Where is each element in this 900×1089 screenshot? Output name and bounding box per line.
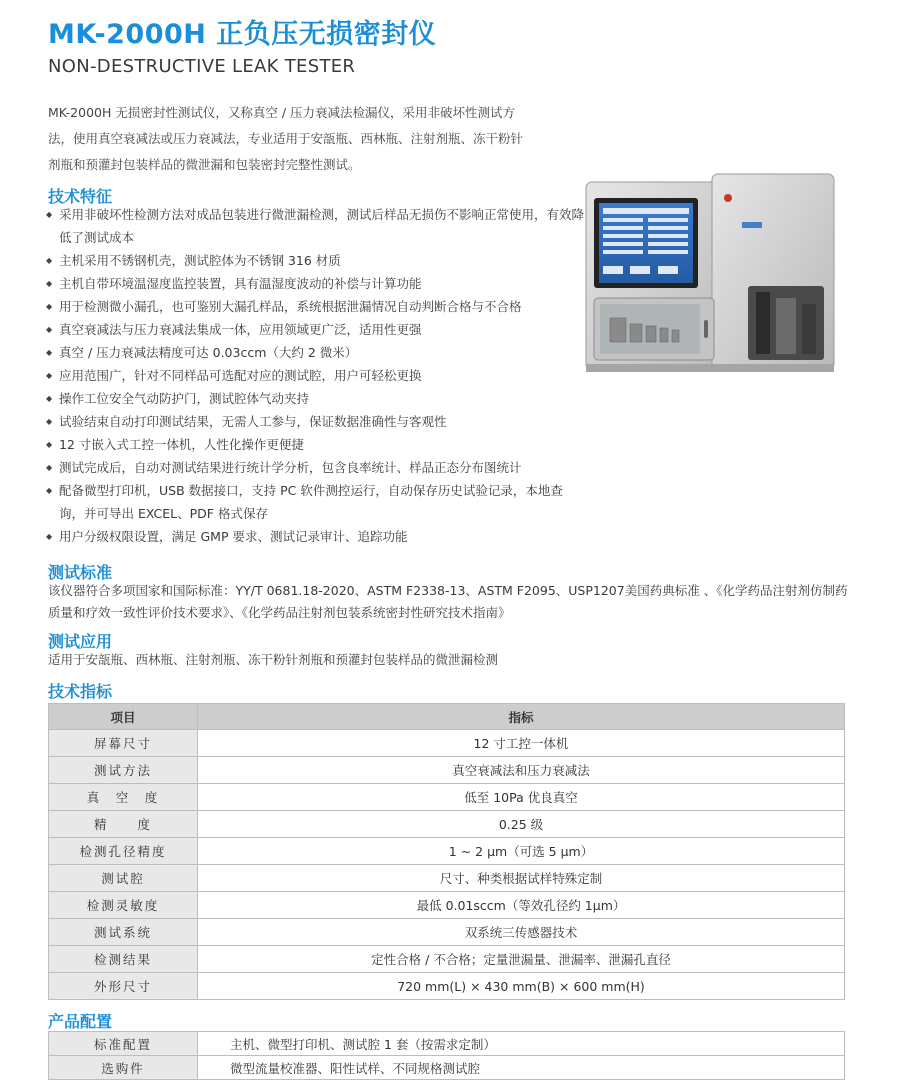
page-subtitle: NON-DESTRUCTIVE LEAK TESTER <box>48 56 356 77</box>
device-badge <box>742 222 762 228</box>
table-row <box>49 811 845 838</box>
feature-item: ◆ 真空 / 压力衰减法精度可达 0.03ccm（大约 2 微米） <box>46 341 586 364</box>
row-label: 真 空 度 <box>49 784 198 811</box>
table-row <box>49 730 845 757</box>
row-value: 双系统三传感器技术 <box>198 919 845 946</box>
leak-tester-device-image <box>580 168 842 380</box>
row-label: 选购件 <box>49 1056 198 1080</box>
row-label: 测试系统 <box>49 919 198 946</box>
feature-item: ◆ 12 寸嵌入式工控一体机，人性化操作更便捷 <box>46 433 586 456</box>
row-value: 最低 0.01sccm（等效孔径约 1μm） <box>198 892 845 919</box>
table-row <box>49 892 845 919</box>
row-value: 720 mm(L) × 430 mm(B) × 600 mm(H) <box>198 973 845 1000</box>
row-value: 微型流量校准器、阳性试样、不同规格测试腔 <box>198 1056 845 1080</box>
emergency-stop-icon <box>724 194 732 202</box>
feature-item: ◆ 用于检测微小漏孔，也可鉴别大漏孔样品，系统根据泄漏情况自动判断合格与不合格 <box>46 295 586 318</box>
device-base <box>586 364 834 372</box>
table-row <box>49 838 845 865</box>
table-row <box>49 973 845 1000</box>
row-value: 低至 10Pa 优良真空 <box>198 784 845 811</box>
feature-item: ◆ 试验结束自动打印测试结果，无需人工参与，保证数据准确性与客观性 <box>46 410 586 433</box>
row-value: 1 ~ 2 μm（可选 5 μm） <box>198 838 845 865</box>
specs-heading: 技术指标 <box>48 682 113 701</box>
table-row <box>49 919 845 946</box>
row-label: 检测孔径精度 <box>49 838 198 865</box>
feature-item: ◆ 主机自带环境温湿度监控装置，具有温湿度波动的补偿与计算功能 <box>46 272 586 295</box>
application-heading: 测试应用 <box>48 632 113 651</box>
row-label: 精 度 <box>49 811 198 838</box>
config-table <box>48 1031 845 1080</box>
feature-item: ◆ 真空衰减法与压力衰减法集成一体，应用领域更广泛，适用性更强 <box>46 318 586 341</box>
features-heading: 技术特征 <box>48 187 113 206</box>
spec-col-value-header: 指标 <box>198 704 845 730</box>
row-label: 屏幕尺寸 <box>49 730 198 757</box>
table-row <box>49 946 845 973</box>
row-label: 外形尺寸 <box>49 973 198 1000</box>
table-row <box>49 1032 845 1056</box>
feature-item: ◆ 用户分级权限设置，满足 GMP 要求、测试记录审计、追踪功能 <box>46 525 586 548</box>
row-label: 测试腔 <box>49 865 198 892</box>
standards-text: 该仪器符合多项国家和国际标准：YY/T 0681.18-2020、ASTM F2338-13、ASTM F2095、USP1207美国药典标准 、《化学药品注射剂仿制药质量和疗效一致性评价技术要求》、《化学药品注射剂包装系统密封性研究技术指南》 <box>48 583 848 620</box>
application-text: 适用于安瓿瓶、西林瓶、注射剂瓶、冻干粉针剂瓶和预灌封包装样品的微泄漏检测 <box>48 652 499 667</box>
row-value: 尺寸、种类根据试样特殊定制 <box>198 865 845 892</box>
table-row <box>49 1056 845 1080</box>
standards-heading: 测试标准 <box>48 563 113 582</box>
row-value: 主机、微型打印机、测试腔 1 套（按需求定制） <box>198 1032 845 1056</box>
feature-item: ◆ 配备微型打印机，USB 数据接口，支持 PC 软件测控运行，自动保存历史试验记录，本地查询，并可导出 EXCEL、PDF 格式保存 <box>46 479 586 525</box>
feature-item: ◆ 操作工位安全气动防护门，测试腔体气动夹持 <box>46 387 586 410</box>
row-label: 测试方法 <box>49 757 198 784</box>
row-value: 定性合格 / 不合格；定量泄漏量、泄漏率、泄漏孔直径 <box>198 946 845 973</box>
table-row <box>49 757 845 784</box>
spec-table <box>48 703 845 1000</box>
spec-col-item-header: 项目 <box>49 704 198 730</box>
row-value: 真空衰减法和压力衰减法 <box>198 757 845 784</box>
row-label: 检测灵敏度 <box>49 892 198 919</box>
intro-paragraph: MK-2000H 无损密封性测试仪，又称真空 / 压力衰减法检漏仪，采用非破坏性测试方法，使用真空衰减法或压力衰减法，专业适用于安瓿瓶、西林瓶、注射剂瓶、冻干粉针剂瓶和预灌封包装样品的微泄漏和包装密封完整性测试。 <box>48 105 524 172</box>
table-row <box>49 865 845 892</box>
device-door-handle <box>704 320 708 338</box>
feature-item: ◆ 主机采用不锈钢机壳，测试腔体为不锈钢 316 材质 <box>46 249 586 272</box>
feature-item: ◆ 测试完成后，自动对测试结果进行统计学分析，包含良率统计、样品正态分布图统计 <box>46 456 586 479</box>
row-label: 标准配置 <box>49 1032 198 1056</box>
config-heading: 产品配置 <box>48 1012 113 1031</box>
table-row <box>49 784 845 811</box>
page-title: MK-2000H 正负压无损密封仪 <box>48 19 437 50</box>
feature-item: ◆ 应用范围广，针对不同样品可选配对应的测试腔，用户可轻松更换 <box>46 364 586 387</box>
spec-table-header-row <box>49 704 845 730</box>
feature-list <box>46 203 586 548</box>
row-value: 12 寸工控一体机 <box>198 730 845 757</box>
row-value: 0.25 级 <box>198 811 845 838</box>
feature-item: ◆ 采用非破坏性检测方法对成品包装进行微泄漏检测，测试后样品无损伤不影响正常使用，有效降低了测试成本 <box>46 203 586 249</box>
row-label: 检测结果 <box>49 946 198 973</box>
